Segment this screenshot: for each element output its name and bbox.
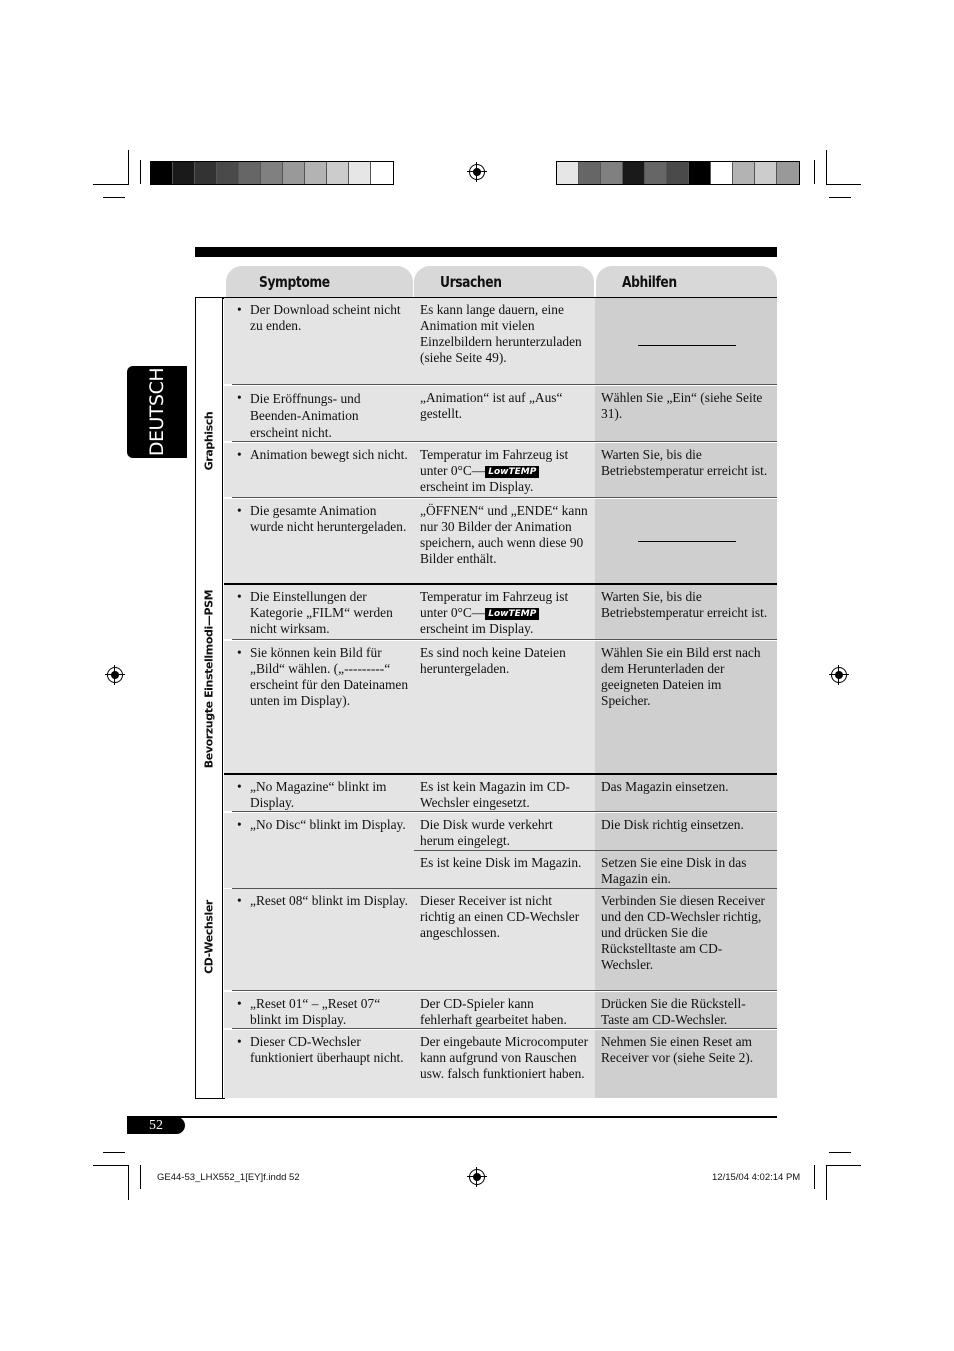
footer-file-info: GE44-53_LHX552_1[EY]f.indd 52 bbox=[157, 1172, 300, 1183]
color-swatch bbox=[645, 162, 667, 184]
table-row-symptom: • „No Magazine“ blinkt im Display. bbox=[224, 775, 414, 811]
color-swatch bbox=[217, 162, 239, 184]
table-row-remedy bbox=[595, 298, 777, 384]
crop-mark bbox=[103, 197, 125, 198]
table-row-cause: Die Disk wurde verkehrt herum eingelegt. bbox=[414, 813, 595, 850]
row-separator bbox=[232, 888, 777, 889]
header-ursachen bbox=[414, 266, 594, 298]
empty-remedy-dash bbox=[638, 345, 736, 346]
table-row-remedy: Die Disk richtig einsetzen. bbox=[595, 813, 777, 850]
table-row-remedy: Nehmen Sie einen Reset am Receiver vor (siehe Seite 2). bbox=[595, 1030, 777, 1098]
page-bottom-line bbox=[127, 1116, 777, 1118]
language-tab-label: DEUTSCH bbox=[146, 367, 168, 457]
table-row-remedy: Wählen Sie ein Bild erst nach dem Herunterladen der geeigneten Dateien im Speicher. bbox=[595, 641, 777, 773]
color-swatch bbox=[283, 162, 305, 184]
crop-mark bbox=[829, 197, 851, 198]
crop-mark bbox=[826, 184, 861, 185]
crop-mark bbox=[140, 160, 141, 184]
category-separator bbox=[224, 583, 777, 585]
color-swatch bbox=[667, 162, 689, 184]
table-row-remedy: Warten Sie, bis die Betriebstemperatur erreicht ist. bbox=[595, 585, 777, 639]
color-swatch bbox=[777, 162, 799, 184]
header-symptome-label: Symptome bbox=[259, 273, 330, 291]
color-swatch bbox=[733, 162, 755, 184]
header-symptome bbox=[226, 266, 413, 298]
row-separator bbox=[232, 1028, 777, 1029]
table-row-cause: Es ist kein Magazin im CD-Wechsler eingesetzt. bbox=[414, 775, 595, 811]
crop-mark bbox=[103, 1152, 125, 1153]
table-row-remedy: Verbinden Sie diesen Receiver und den CD-Wechsler richtig, und drücken Sie die Rückstelltaste am CD-Wechsler. bbox=[595, 889, 777, 990]
color-swatch bbox=[579, 162, 601, 184]
crop-mark bbox=[93, 184, 128, 185]
category-cd-wechsler bbox=[195, 774, 223, 1099]
category-separator bbox=[224, 773, 777, 775]
registration-mark-icon bbox=[469, 1169, 485, 1185]
category-label: CD-Wechsler bbox=[202, 899, 216, 974]
row-separator bbox=[414, 850, 777, 851]
table-row-cause: Der eingebaute Microcomputer kann aufgrund von Rauschen usw. falsch funktioniert haben. bbox=[414, 1030, 595, 1098]
table-row-cause: „ÖFFNEN“ und „ENDE“ kann nur 30 Bilder der Animation speichern, auch wenn diese 90 Bilder enthält. bbox=[414, 499, 595, 583]
category-bottom-line bbox=[195, 1098, 225, 1099]
table-row-symptom: • Dieser CD-Wechsler funktioniert überhaupt nicht. bbox=[224, 1030, 414, 1098]
table-row-symptom: • „Reset 08“ blinkt im Display. bbox=[224, 889, 414, 990]
lowtemp-indicator-icon: LowTEMP bbox=[485, 466, 539, 478]
header-abhilfen-label: Abhilfen bbox=[622, 273, 677, 291]
table-row-cause: Der CD-Spieler kann fehlerhaft gearbeitet haben. bbox=[414, 992, 595, 1028]
table-row-cause: Dieser Receiver ist nicht richtig an einen CD-Wechsler angeschlossen. bbox=[414, 889, 595, 990]
category-graphisch bbox=[195, 298, 223, 584]
table-row-cause: „Animation“ ist auf „Aus“ gestellt. bbox=[414, 386, 595, 441]
color-swatch bbox=[305, 162, 327, 184]
table-row-cause: Temperatur im Fahrzeug ist unter 0°C— LowTEMP erscheint im Display. bbox=[414, 585, 595, 639]
color-swatch bbox=[239, 162, 261, 184]
color-swatch bbox=[151, 162, 173, 184]
category-label: Graphisch bbox=[202, 411, 216, 471]
crop-mark bbox=[140, 1165, 141, 1189]
table-row-symptom: • Die Einstellungen der Kategorie „FILM“ werden nicht wirksam. bbox=[224, 585, 414, 639]
color-swatch bbox=[261, 162, 283, 184]
empty-remedy-dash bbox=[638, 541, 736, 542]
header-bar bbox=[195, 247, 777, 257]
table-row-symptom: • Animation bewegt sich nicht. bbox=[224, 443, 414, 497]
table-row-remedy: Warten Sie, bis die Betriebstemperatur erreicht ist. bbox=[595, 443, 777, 497]
footer-timestamp: 12/15/04 4:02:14 PM bbox=[712, 1172, 801, 1183]
table-row-cause: Es ist keine Disk im Magazin. bbox=[414, 851, 595, 888]
language-tab bbox=[127, 366, 187, 458]
table-row-remedy: Setzen Sie eine Disk in das Magazin ein. bbox=[595, 851, 777, 888]
color-swatch-bar-left bbox=[150, 161, 394, 185]
row-separator bbox=[232, 811, 777, 812]
category-label: Bevorzugte Einstellmodi—PSM bbox=[202, 589, 216, 769]
crop-mark bbox=[814, 160, 815, 184]
table-row-symptom: • Sie können kein Bild für „Bild“ wählen. („---------“ erscheint für den Dateinamen unten im Display). bbox=[224, 641, 414, 773]
table-row-remedy: Drücken Sie die Rückstell-Taste am CD-Wechsler. bbox=[595, 992, 777, 1028]
color-swatch bbox=[711, 162, 733, 184]
lowtemp-indicator-icon: LowTEMP bbox=[485, 608, 539, 620]
crop-mark bbox=[826, 150, 827, 185]
category-psm bbox=[195, 584, 223, 774]
color-swatch bbox=[689, 162, 711, 184]
color-swatch bbox=[349, 162, 371, 184]
registration-mark-icon bbox=[107, 667, 123, 683]
row-separator bbox=[232, 497, 777, 498]
table-row-cause: Es kann lange dauern, eine Animation mit vielen Einzelbildern herunterzuladen (siehe Seite 49). bbox=[414, 298, 595, 384]
registration-mark-icon bbox=[831, 667, 847, 683]
table-row-remedy: Wählen Sie „Ein“ (siehe Seite 31). bbox=[595, 386, 777, 441]
color-swatch bbox=[557, 162, 579, 184]
table-row-symptom: • „No Disc“ blinkt im Display. bbox=[224, 813, 414, 888]
header-abhilfen bbox=[596, 266, 777, 298]
table-row-symptom: • „Reset 01“ – „Reset 07“ blinkt im Display. bbox=[224, 992, 414, 1028]
page-number: 52 bbox=[127, 1117, 185, 1134]
crop-mark bbox=[826, 1165, 827, 1200]
color-swatch bbox=[623, 162, 645, 184]
table-row-cause: Temperatur im Fahrzeug ist unter 0°C— LowTEMP erscheint im Display. bbox=[414, 443, 595, 497]
crop-mark bbox=[93, 1165, 128, 1166]
crop-mark bbox=[829, 1152, 851, 1153]
header-ursachen-label: Ursachen bbox=[440, 273, 502, 291]
table-row-remedy: Das Magazin einsetzen. bbox=[595, 775, 777, 811]
table-row-symptom: • Die Eröffnungs- und Beenden-Animation erscheint nicht. bbox=[224, 386, 414, 441]
color-swatch bbox=[371, 162, 393, 184]
row-separator bbox=[232, 384, 777, 385]
color-swatch bbox=[173, 162, 195, 184]
color-swatch bbox=[195, 162, 217, 184]
crop-mark bbox=[128, 1165, 129, 1200]
table-row-cause: Es sind noch keine Dateien heruntergeladen. bbox=[414, 641, 595, 773]
color-swatch bbox=[327, 162, 349, 184]
table-row-symptom: • Der Download scheint nicht zu enden. bbox=[224, 298, 414, 384]
color-swatch-bar-right bbox=[556, 161, 800, 185]
color-swatch bbox=[755, 162, 777, 184]
row-separator bbox=[232, 639, 777, 640]
color-swatch bbox=[601, 162, 623, 184]
crop-mark bbox=[128, 150, 129, 185]
crop-mark bbox=[826, 1165, 861, 1166]
row-separator bbox=[232, 441, 777, 442]
crop-mark bbox=[814, 1165, 815, 1189]
table-row-symptom: • Die gesamte Animation wurde nicht heruntergeladen. bbox=[224, 499, 414, 583]
row-separator bbox=[232, 990, 777, 991]
registration-mark-icon bbox=[469, 164, 485, 180]
